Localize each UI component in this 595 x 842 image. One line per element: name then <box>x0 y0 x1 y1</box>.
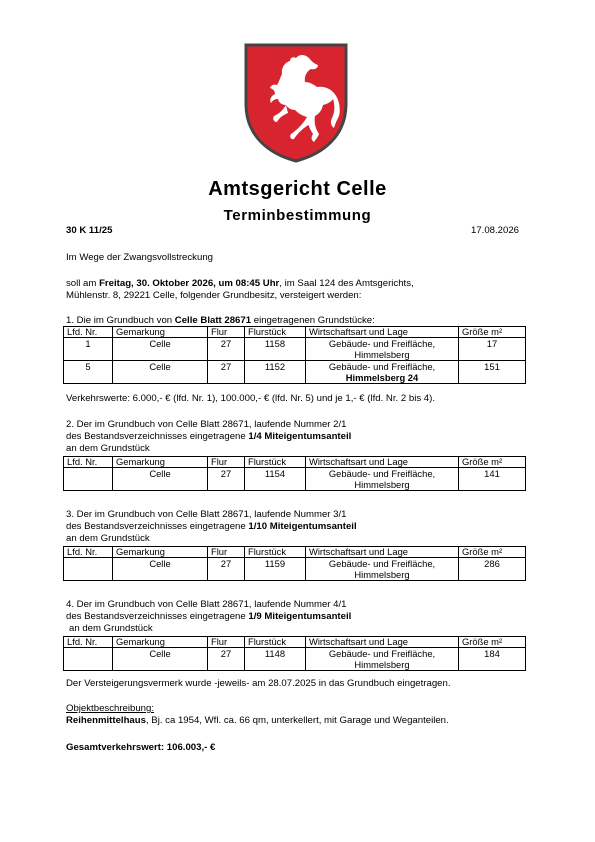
cell-lage <box>306 648 459 671</box>
cell-flur: 27 <box>208 468 245 491</box>
cell-flurstueck: 1154 <box>245 468 306 491</box>
court-title: Amtsgericht Celle <box>208 178 387 200</box>
section2-line1: 2. Der im Grundbuch von Celle Blatt 28671, laufende Nummer 2/1 <box>66 419 347 430</box>
cell-flur: 27 <box>208 558 245 581</box>
object-details: , Bj. ca 1954, Wfl. ca. 66 qm, unterkellert, mit Garage und Weganteilen. <box>145 715 449 726</box>
section2-share: 1/4 Miteigentumsanteil <box>248 431 352 442</box>
header-cell: Lfd. Nr. <box>64 327 113 338</box>
table-row <box>64 558 526 581</box>
cell-flur: 27 <box>208 361 245 384</box>
cell-flurstueck: 1158 <box>245 338 306 361</box>
intro-text: Im Wege der Zwangsvollstreckung <box>66 252 213 263</box>
cell-groesse: 286 <box>459 558 526 581</box>
section2-table <box>63 456 526 491</box>
header-cell: Gemarkung <box>113 327 208 338</box>
lage-type: Gebäude- und Freifläche, <box>328 361 436 372</box>
auction-prefix: soll am <box>66 278 100 289</box>
header-cell: Gemarkung <box>113 457 208 468</box>
header-cell: Flur <box>208 637 245 648</box>
auction-date-time: Freitag, 30. Oktober 2026, um 08:45 Uhr <box>99 278 280 289</box>
cell-gemarkung: Celle <box>113 648 208 671</box>
table-row <box>64 468 526 491</box>
table-row <box>64 648 526 671</box>
header-cell: Lfd. Nr. <box>64 547 113 558</box>
table-header-row <box>64 457 526 468</box>
header-cell: Wirtschaftsart und Lage <box>306 637 459 648</box>
cell-nr <box>64 558 113 581</box>
section3-prefix: des Bestandsverzeichnisses eingetragene <box>66 521 249 532</box>
header-cell: Lfd. Nr. <box>64 637 113 648</box>
auction-line-1 <box>66 278 414 289</box>
lage-type: Gebäude- und Freifläche, <box>328 338 436 349</box>
cell-lage <box>306 468 459 491</box>
header-cell: Wirtschaftsart und Lage <box>306 547 459 558</box>
lage-street: Himmelsberg <box>354 479 410 490</box>
cell-groesse: 141 <box>459 468 526 491</box>
cell-groesse: 184 <box>459 648 526 671</box>
object-heading: Objektbeschreibung: <box>66 703 154 714</box>
section3-table <box>63 546 526 581</box>
section4-share: 1/9 Miteigentumsanteil <box>248 611 352 622</box>
lage-street: Himmelsberg <box>354 569 410 580</box>
header-cell: Gemarkung <box>113 637 208 648</box>
cell-flurstueck: 1159 <box>245 558 306 581</box>
object-description <box>66 715 449 726</box>
section2-prefix: des Bestandsverzeichnisses eingetragene <box>66 431 249 442</box>
section1-suffix: eingetragenen Grundstücke: <box>251 315 375 326</box>
auction-location: , im Saal 124 des Amtsgerichts, <box>279 278 414 289</box>
section1-values: Verkehrswerte: 6.000,- € (lfd. Nr. 1), 100.000,- € (lfd. Nr. 5) und je 1,- € (lfd. Nr. 2 bis 4). <box>66 393 435 404</box>
section1-table <box>63 326 526 384</box>
table-row <box>64 338 526 361</box>
section3-line1: 3. Der im Grundbuch von Celle Blatt 28671, laufende Nummer 3/1 <box>66 509 347 520</box>
section1-register: Celle Blatt 28671 <box>174 315 252 326</box>
table-row <box>64 361 526 384</box>
lage-street: Himmelsberg 24 <box>345 372 419 383</box>
section4-line3: an dem Grundstück <box>69 623 153 634</box>
document-date: 17.08.2026 <box>471 225 520 236</box>
cell-gemarkung: Celle <box>113 338 208 361</box>
section3-share: 1/10 Miteigentumsanteil <box>248 521 357 532</box>
table-header-row <box>64 327 526 338</box>
cell-groesse: 151 <box>459 361 526 384</box>
section4-table <box>63 636 526 671</box>
header-cell: Flur <box>208 327 245 338</box>
header-cell: Größe m² <box>459 327 526 338</box>
cell-nr <box>64 648 113 671</box>
lage-type: Gebäude- und Freifläche, <box>328 558 436 569</box>
cell-gemarkung: Celle <box>113 468 208 491</box>
section1-heading <box>66 315 375 326</box>
cell-lage <box>306 338 459 361</box>
header-cell: Lfd. Nr. <box>64 457 113 468</box>
registration-note: Der Versteigerungsvermerk wurde -jeweils- am 28.07.2025 in das Grundbuch eingetragen. <box>66 678 451 689</box>
section4-prefix: des Bestandsverzeichnisses eingetragene <box>66 611 249 622</box>
cell-flurstueck: 1152 <box>245 361 306 384</box>
header-cell: Wirtschaftsart und Lage <box>306 457 459 468</box>
section3-line2 <box>66 521 357 532</box>
section2-line3: an dem Grundstück <box>66 443 150 454</box>
lage-street: Himmelsberg <box>354 659 410 670</box>
lage-type: Gebäude- und Freifläche, <box>328 468 436 479</box>
header-cell: Flurstück <box>245 327 306 338</box>
section2-line2 <box>66 431 351 442</box>
total-value: Gesamtverkehrswert: 106.003,- € <box>66 742 216 753</box>
cell-flurstueck: 1148 <box>245 648 306 671</box>
cell-gemarkung: Celle <box>113 558 208 581</box>
lage-street: Himmelsberg <box>354 349 410 360</box>
cell-lage <box>306 558 459 581</box>
file-number: 30 K 11/25 <box>66 225 113 236</box>
lage-type: Gebäude- und Freifläche, <box>328 648 436 659</box>
cell-nr: 5 <box>64 361 113 384</box>
cell-nr: 1 <box>64 338 113 361</box>
header-cell: Flurstück <box>245 457 306 468</box>
header-cell: Größe m² <box>459 637 526 648</box>
table-header-row <box>64 637 526 648</box>
lower-saxony-coat-of-arms-icon <box>243 42 349 164</box>
section4-line1: 4. Der im Grundbuch von Celle Blatt 28671, laufende Nummer 4/1 <box>66 599 347 610</box>
object-type: Reihenmittelhaus <box>66 715 146 726</box>
cell-nr <box>64 468 113 491</box>
header-cell: Wirtschaftsart und Lage <box>306 327 459 338</box>
header-cell: Größe m² <box>459 547 526 558</box>
cell-gemarkung: Celle <box>113 361 208 384</box>
cell-groesse: 17 <box>459 338 526 361</box>
header-cell: Flurstück <box>245 547 306 558</box>
header-cell: Gemarkung <box>113 547 208 558</box>
cell-lage <box>306 361 459 384</box>
header-cell: Flur <box>208 457 245 468</box>
header-cell: Flur <box>208 547 245 558</box>
section1-prefix: 1. Die im Grundbuch von <box>66 315 175 326</box>
cell-flur: 27 <box>208 338 245 361</box>
section3-line3: an dem Grundstück <box>66 533 150 544</box>
header-cell: Größe m² <box>459 457 526 468</box>
document-type: Terminbestimmung <box>223 207 372 224</box>
auction-line-2: Mühlenstr. 8, 29221 Celle, folgender Grundbesitz, versteigert werden: <box>66 290 362 301</box>
table-header-row <box>64 547 526 558</box>
cell-flur: 27 <box>208 648 245 671</box>
header-cell: Flurstück <box>245 637 306 648</box>
section4-line2 <box>66 611 351 622</box>
